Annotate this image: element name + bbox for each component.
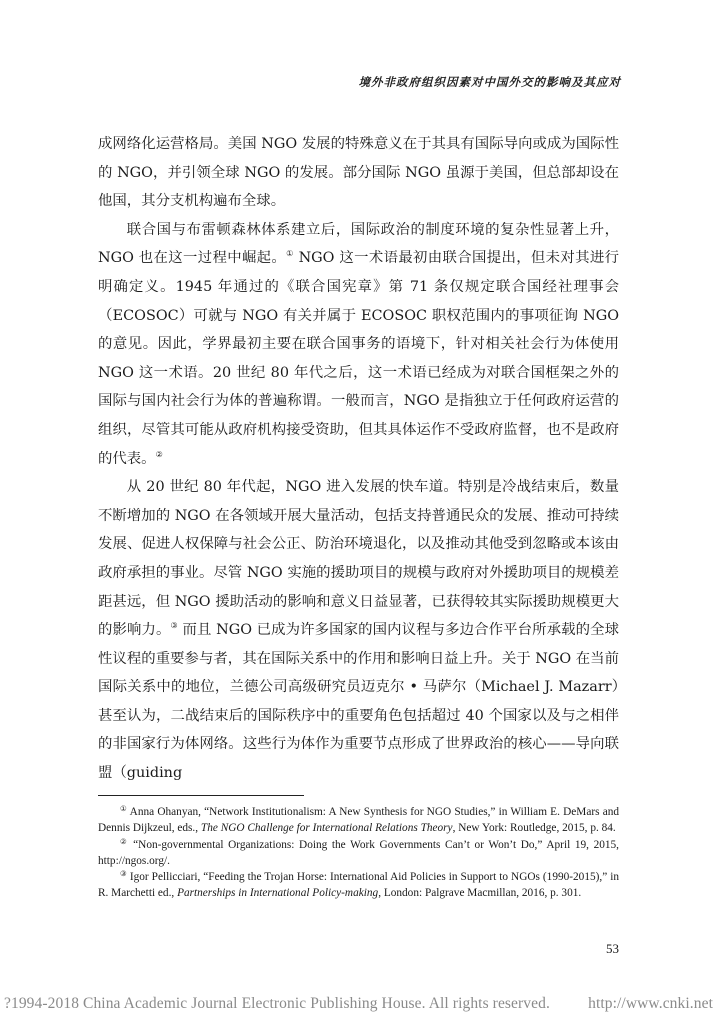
copyright-text: ?1994-2018 China Academic Journal Electronic Publishing House. All rights reserved. [4, 995, 550, 1012]
footnote-2-text: “Non-governmental Organizations: Doing the Work Governments Can’t or Won’t Do,” April 19, 2015, http://ngos.org/. [98, 838, 619, 867]
footnote-mark-1: ① [120, 804, 128, 813]
running-header: 境外非政府组织因素对中国外交的影响及其应对 [358, 75, 621, 89]
footnote-1-text: Anna Ohanyan, “Network Institutionalism: A New Synthesis for NGO Studies,” in William E. DeMars and Dennis Dijkzeul, eds., [98, 806, 619, 835]
footnote-ref-1[interactable]: ① [286, 249, 294, 259]
footnote-3-title: Partnerships in International Policy-making [177, 887, 379, 900]
footnote-3-rest: , London: Palgrave Macmillan, 2016, p. 301. [378, 887, 582, 900]
footnote-1-rest: , New York: Routledge, 2015, p. 84. [452, 822, 616, 835]
paragraph-3-part-2: 而且 NGO 已成为许多国家的国内议程与多边合作平台所承载的全球性议程的重要参与者，其在国际关系中的作用和影响日益上升。关于 NGO 在当前国际关系中的地位，兰德公司高级研究员迈克尔 • 马萨尔（Michael J. Mazarr）甚至认为，二战结束后的国际秩序中的重要角色包括超过 40 个国家以及与之相伴的非国家行为体网络。这些行为体作为重要节点形成了世界政治的核心——导向联盟（guiding [98, 622, 619, 782]
footnote-1 [98, 804, 619, 837]
cnki-link[interactable]: http://www.cnki.net [588, 995, 713, 1012]
footnote-1-title: The NGO Challenge for International Relations Theory [200, 822, 453, 835]
footnotes [98, 804, 619, 902]
body-text [98, 130, 619, 788]
footnote-divider [98, 795, 304, 796]
copyright-footer [4, 995, 713, 1013]
footnote-ref-3[interactable]: ③ [170, 621, 178, 631]
footnote-2 [98, 837, 619, 870]
footnote-mark-3: ③ [120, 869, 127, 879]
footnote-ref-2[interactable]: ② [155, 449, 163, 459]
footnote-3 [98, 869, 619, 902]
paragraph-2-part-2: NGO 这一术语最初由联合国提出，但未对其进行明确定义。1945 年通过的《联合国宪章》第 71 条仅规定联合国经社理事会（ECOSOC）可就与 NGO 有关并属于 ECOSOC 职权范围内的事项征询 NGO 的意见。因此，学界最初主要在联合国事务的语境下，针对相关社会行为体使用 NGO 这一术语。20 世纪 80 年代之后，这一术语已经成为对联合国框架之外的国际与国内社会行为体的普遍称谓。一般而言，NGO 是指独立于任何政府运营的组织，尽管其可能从政府机构接受资助，但其具体运作不受政府监督，也不是政府的代表。 [98, 250, 619, 467]
footnote-3-text: Igor Pellicciari, “Feeding the Trojan Horse: International Aid Policies in Support to NGOs (1990-2015),” in R. Marchetti ed., [98, 871, 619, 900]
page-number: 53 [606, 941, 619, 956]
paragraph-2 [98, 216, 619, 473]
paragraph-3-part-1: 从 20 世纪 80 年代起，NGO 进入发展的快车道。特别是冷战结束后，数量不断增加的 NGO 在各领域开展大量活动，包括支持普通民众的发展、推动可持续发展、促进人权保障与社会公正、防治环境退化，以及推动其他受到忽略或本该由政府承担的事业。尽管 NGO 实施的援助项目的规模与政府对外援助项目的规模差距甚远，但 NGO 援助活动的影响和意义日益显著，已获得较其实际援助规模更大的影响力。 [98, 479, 619, 639]
paragraph-2-part-1: 联合国与布雷顿森林体系建立后，国际政治的制度环境的复杂性显著上升，NGO 也在这一过程中崛起。 [98, 221, 619, 267]
footnote-mark-2: ② [120, 836, 129, 846]
paragraph-3 [98, 473, 619, 788]
paragraph-1: 成网络化运营格局。美国 NGO 发展的特殊意义在于其具有国际导向或成为国际性的 NGO，并引领全球 NGO 的发展。部分国际 NGO 虽源于美国，但总部却设在他国，其分支机构遍布全球。 [98, 136, 619, 210]
